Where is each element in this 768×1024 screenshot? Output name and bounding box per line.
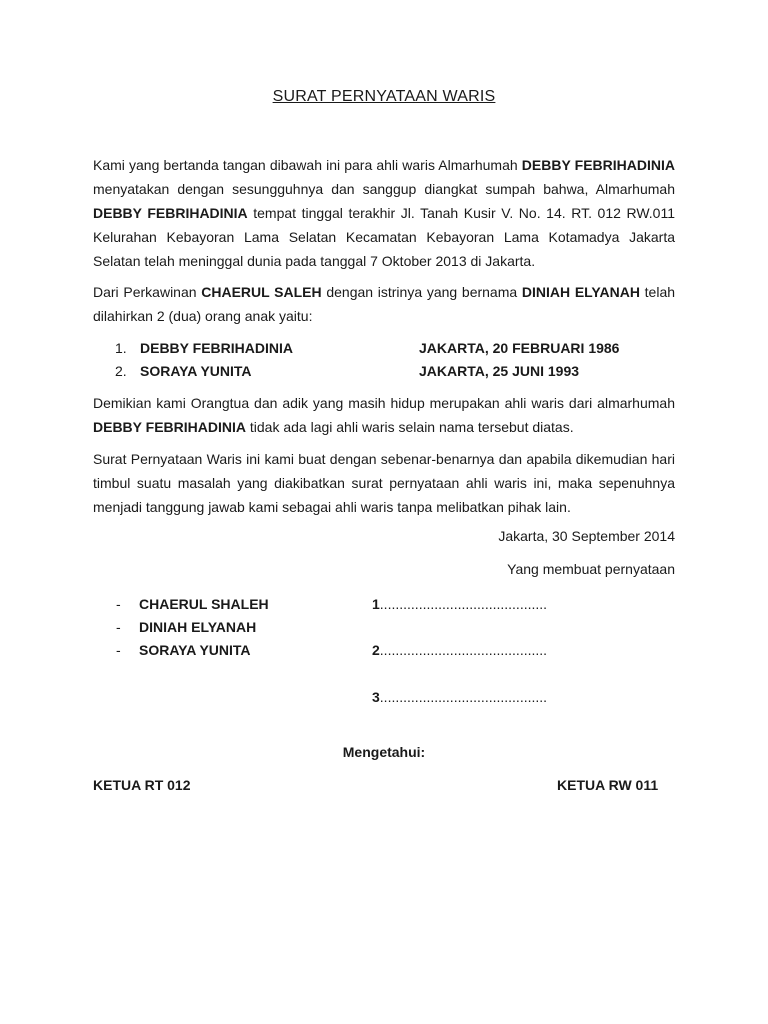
list-number: 2. — [115, 363, 127, 379]
maker-line: Yang membuat pernyataan — [507, 561, 675, 577]
mother-name: DINIAH ELYANAH — [521, 284, 640, 300]
deceased-name: DEBBY FEBRIHADINIA — [93, 205, 248, 221]
list-item — [93, 337, 675, 360]
signer-name: DINIAH ELYANAH — [139, 619, 257, 635]
paragraph-text: Kami yang bertanda tangan dibawah ini para ahli waris Almarhumah — [93, 157, 522, 173]
signature-dots: ........................................... — [379, 596, 548, 612]
ketua-rt-label: KETUA RT 012 — [93, 777, 191, 793]
signature-line-2 — [372, 642, 547, 658]
list-item — [93, 616, 675, 639]
paragraph-marriage — [93, 280, 675, 328]
paragraph-heirs — [93, 391, 675, 439]
ketua-rw-label: KETUA RW 011 — [557, 777, 659, 793]
acknowledged-heading: Mengetahui: — [342, 744, 426, 760]
child-name: DEBBY FEBRIHADINIA — [140, 340, 293, 356]
deceased-name: DEBBY FEBRIHADINIA — [521, 157, 675, 173]
children-list — [93, 337, 675, 383]
paragraph-text: menyatakan dengan sesungguhnya dan sanggup diangkat sumpah bahwa, Almarhumah — [93, 181, 675, 197]
signer-name: SORAYA YUNITA — [139, 642, 251, 658]
paragraph-closing: Surat Pernyataan Waris ini kami buat dengan sebenar-benarnya dan apabila dikemudian hari timbul suatu masalah yang diakibatkan surat pernyataan ahli waris ini, maka sepenuhnya menjadi tanggung jawab kami sebagai ahli waris tanpa melibatkan pihak lain. — [93, 451, 675, 515]
paragraph-text: telah dilahirkan 2 (dua) orang anak yaitu: — [93, 284, 676, 324]
child-name: SORAYA YUNITA — [140, 363, 252, 379]
child-birth: JAKARTA, 20 FEBRUARI 1986 — [419, 340, 620, 356]
deceased-name: DEBBY FEBRIHADINIA — [93, 419, 246, 435]
list-dash: - — [116, 619, 121, 635]
list-dash: - — [116, 596, 121, 612]
signature-number: 1 — [372, 596, 380, 612]
document-title: SURAT PERNYATAAN WARIS — [272, 88, 496, 105]
paragraph-text: dengan istrinya yang bernama — [321, 284, 522, 300]
signature-number: 2 — [372, 642, 380, 658]
list-dash: - — [116, 642, 121, 658]
date-line: Jakarta, 30 September 2014 — [498, 528, 675, 544]
child-birth: JAKARTA, 25 JUNI 1993 — [419, 363, 580, 379]
signature-line-1 — [372, 596, 547, 612]
signature-number: 3 — [372, 689, 380, 705]
paragraph-text: tempat tinggal terakhir Jl. Tanah Kusir V. No. 14. RT. 012 RW.011 Kelurahan Kebayoran Lama Selatan Kecamatan Kebayoran Lama Kotamadya Jakarta Selatan telah meninggal dunia pada tanggal 7 Oktober 2013 di Jakarta. — [93, 205, 675, 269]
paragraph-text: tidak ada lagi ahli waris selain nama tersebut diatas. — [245, 419, 574, 435]
list-item — [93, 360, 675, 383]
father-name: CHAERUL SALEH — [201, 284, 322, 300]
signature-line-3 — [372, 689, 547, 705]
signature-dots: ........................................... — [379, 642, 548, 658]
signer-name: CHAERUL SHALEH — [139, 596, 269, 612]
paragraph-text: Dari Perkawinan — [93, 284, 202, 300]
paragraph-opening — [93, 153, 675, 273]
paragraph-text: Demikian kami Orangtua dan adik yang masih hidup merupakan ahli waris dari almarhumah — [93, 395, 675, 411]
signature-dots: ........................................... — [379, 689, 548, 705]
list-number: 1. — [115, 340, 127, 356]
